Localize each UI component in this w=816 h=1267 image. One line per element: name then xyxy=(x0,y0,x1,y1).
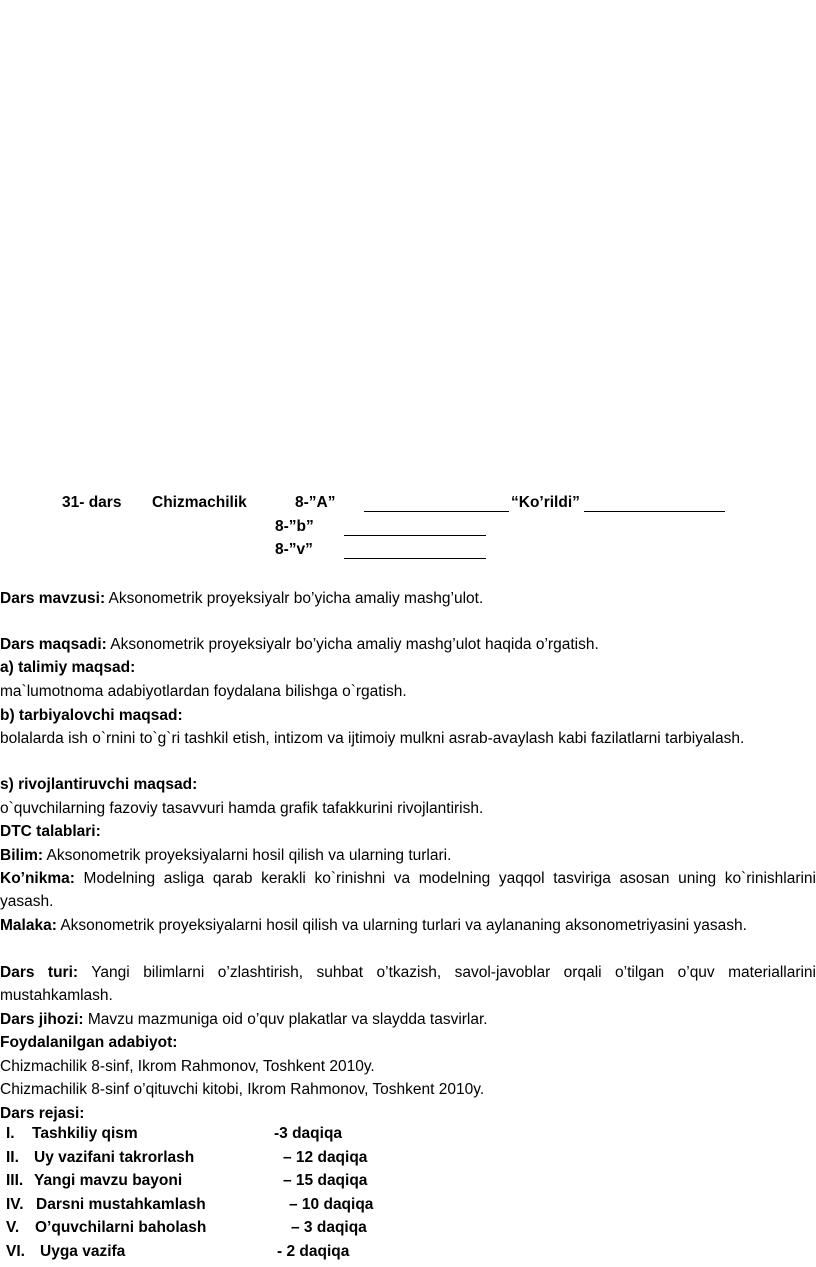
knowledge-label: Bilim: xyxy=(0,847,44,864)
lesson-goal xyxy=(0,633,816,656)
checked-label: “Ko’rildi” xyxy=(511,494,580,511)
plan-row-time: - 2 daqiqa xyxy=(277,1243,350,1260)
competence-value: Aksonometrik proyeksiyalarni hosil qilish va ularning turlari va aylananing aksonometriyasini yasash. xyxy=(56,917,747,934)
lesson-topic-label: Dars mavzusi: xyxy=(0,590,106,607)
equipment-label: Dars jihozi: xyxy=(0,1011,84,1028)
plan-row-num: II. xyxy=(6,1149,19,1166)
lesson-topic xyxy=(0,587,816,610)
plan-row-name: Uy vazifani takrorlash xyxy=(34,1149,195,1166)
plan-row-num: VI. xyxy=(6,1243,25,1260)
goal-s-value: o`quvchilarning fazoviy tasavvuri hamda grafik tafakkurini rivojlantirish. xyxy=(0,800,484,817)
plan-row-name: O’quvchilarni baholash xyxy=(35,1219,207,1236)
lesson-goal-value: Aksonometrik proyeksiyalr bo’yicha amaliy mashg’ulot haqida o’rgatish. xyxy=(106,636,599,653)
knowledge xyxy=(0,844,816,867)
plan-row-num: V. xyxy=(6,1219,20,1236)
lesson-type xyxy=(0,961,816,1007)
plan-row-num: IV. xyxy=(6,1196,24,1213)
competence-label: Malaka: xyxy=(0,917,57,934)
goal-a-value: ma`lumotnoma adabiyotlardan foydalana bilishga o`rgatish. xyxy=(0,683,407,700)
lesson-topic-value: Aksonometrik proyeksiyalr bo’yicha amaliy mashg’ulot. xyxy=(105,590,484,607)
signature-line-a xyxy=(364,497,509,512)
lesson-type-label: Dars turi: xyxy=(0,964,79,981)
class-a: 8-”A” xyxy=(295,494,336,511)
class-v: 8-”v” xyxy=(275,541,313,558)
goal-a-label: a) talimiy maqsad: xyxy=(0,659,136,676)
dtc-label: DTC talablari: xyxy=(0,823,101,840)
subject-name: Chizmachilik xyxy=(152,494,247,511)
lesson-goal-label: Dars maqsadi: xyxy=(0,636,107,653)
plan-row-name: Uyga vazifa xyxy=(40,1243,126,1260)
plan-row-time: – 3 daqiqa xyxy=(291,1219,367,1236)
plan-row-num: III. xyxy=(6,1172,24,1189)
equipment xyxy=(0,1008,816,1031)
goal-s-label: s) rivojlantiruvchi maqsad: xyxy=(0,776,198,793)
class-b: 8-”b” xyxy=(275,518,314,535)
competence xyxy=(0,914,816,937)
signature-line-v xyxy=(344,544,486,559)
plan-row-name: Yangi mavzu bayoni xyxy=(34,1172,183,1189)
lesson-number: 31- dars xyxy=(62,494,122,511)
lesson-type-value: Yangi bilimlarni o’zlashtirish, suhbat o’tkazish, savol-javoblar orqali o’tilgan o’quv materiallarini mustahkamlash. xyxy=(0,964,816,1004)
plan-row-name: Tashkiliy qism xyxy=(32,1125,138,1142)
skill-label: Ko’nikma: xyxy=(0,870,75,887)
plan-row-time: – 12 daqiqa xyxy=(283,1149,368,1166)
literature-item: Chizmachilik 8-sinf, Ikrom Rahmonov, Toshkent 2010y. xyxy=(0,1058,375,1075)
checked-signature-line xyxy=(584,497,725,512)
skill-value: Modelning asliga qarab kerakli ko`rinishni va modelning yaqqol tasviriga asosan uning ko`rinishlarini yasash. xyxy=(0,870,816,910)
signature-line-b xyxy=(344,521,486,536)
plan-row-num: I. xyxy=(6,1125,15,1142)
skill xyxy=(0,867,816,913)
goal-b-value: bolalarda ish o`rnini to`g`ri tashkil etish, intizom va ijtimoiy mulkni asrab-avaylash kabi fazilatlarni tarbiyalash. xyxy=(0,730,745,747)
plan-row-name: Darsni mustahkamlash xyxy=(36,1196,206,1213)
plan-row-time: – 15 daqiqa xyxy=(283,1172,368,1189)
literature-label: Foydalanilgan adabiyot: xyxy=(0,1034,178,1051)
equipment-value: Mavzu mazmuniga oid o’quv plakatlar va slaydda tasvirlar. xyxy=(83,1011,488,1028)
literature-item: Chizmachilik 8-sinf o’qituvchi kitobi, Ikrom Rahmonov, Toshkent 2010y. xyxy=(0,1081,485,1098)
plan-row-time: -3 daqiqa xyxy=(274,1125,343,1142)
plan-row-time: – 10 daqiqa xyxy=(289,1196,374,1213)
goal-b-label: b) tarbiyalovchi maqsad: xyxy=(0,707,183,724)
knowledge-value: Aksonometrik proyeksiyalarni hosil qilish va ularning turlari. xyxy=(43,847,452,864)
plan-label: Dars rejasi: xyxy=(0,1105,85,1122)
